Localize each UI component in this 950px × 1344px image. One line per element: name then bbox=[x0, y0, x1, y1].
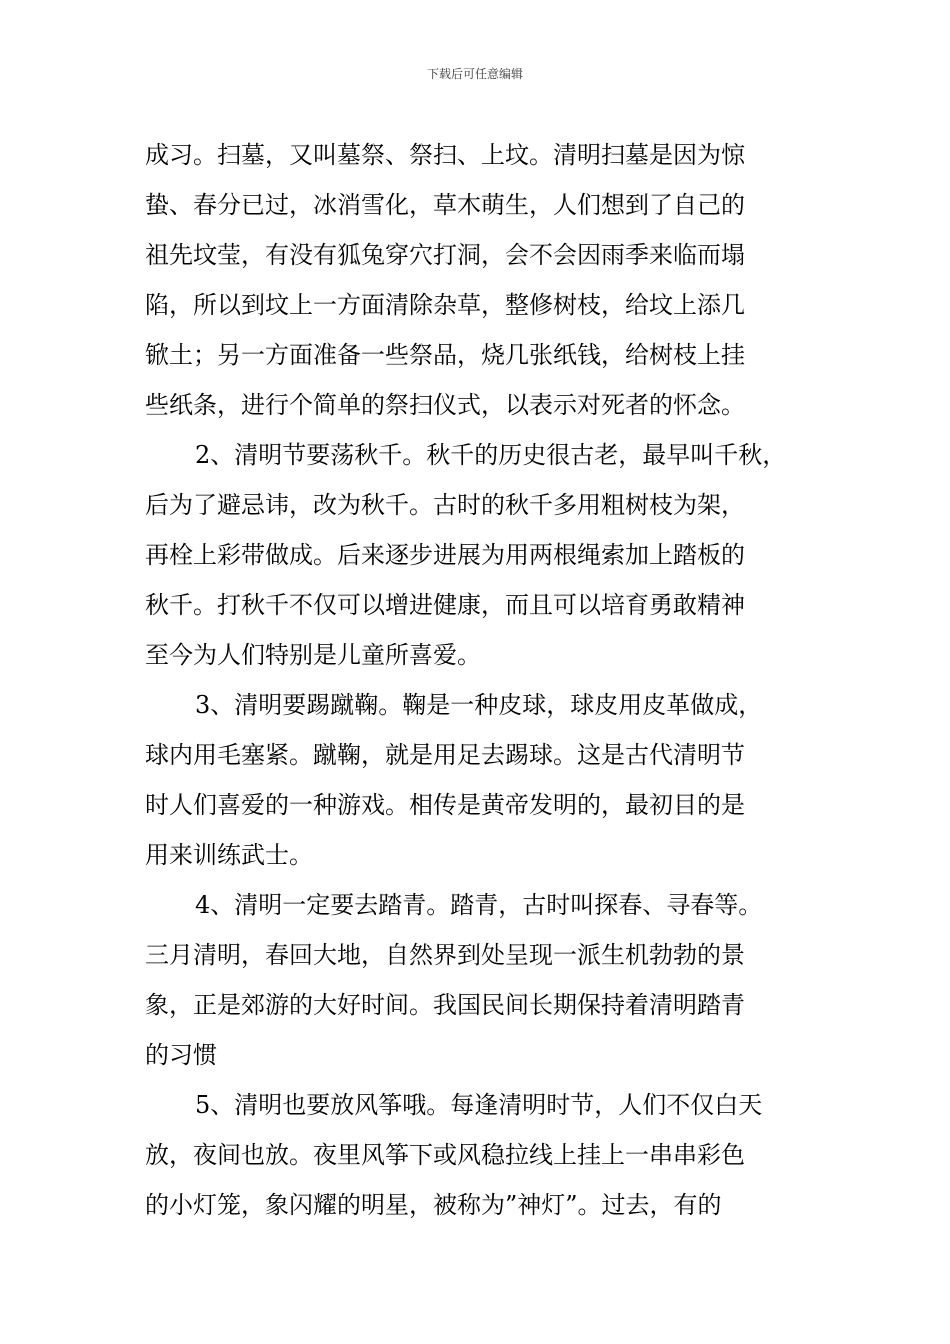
text-line: 的小灯笼，象闪耀的明星，被称为”神灯”。过去，有的 bbox=[145, 1191, 722, 1219]
text-line: 蛰、春分已过，冰消雪化，草木萌生，人们想到了自己的 bbox=[145, 191, 745, 219]
text-line: 放，夜间也放。夜里风筝下或风稳拉线上挂上一串串彩色 bbox=[145, 1141, 745, 1169]
text-line: 的习惯 bbox=[145, 1041, 217, 1069]
page-header: 下载后可任意编辑 bbox=[426, 67, 523, 81]
text-line: 象，正是郊游的大好时间。我国民间长期保持着清明踏青 bbox=[145, 991, 745, 1019]
text-line: 球内用毛塞紧。蹴鞠，就是用足去踢球。这是古代清明节 bbox=[145, 741, 745, 769]
text-line: 三月清明，春回大地，自然界到处呈现一派生机勃勃的景 bbox=[145, 941, 745, 969]
paragraph-start-line: 3、清明要踢蹴鞠。鞠是一种皮球，球皮用皮革做成， bbox=[195, 691, 763, 719]
text-line: 陷，所以到坟上一方面清除杂草，整修树枝，给坟上添几 bbox=[145, 291, 745, 319]
text-line: 时人们喜爱的一种游戏。相传是黄帝发明的，最初目的是 bbox=[145, 791, 745, 819]
text-line: 秋千。打秋千不仅可以增进健康，而且可以培育勇敢精神 bbox=[145, 591, 745, 619]
text-line: 再栓上彩带做成。后来逐步进展为用两根绳索加上踏板的 bbox=[145, 541, 745, 569]
paragraph-start-line: 2、清明节要荡秋千。秋千的历史很古老，最早叫千秋， bbox=[195, 441, 787, 469]
text-line: 成习。扫墓，又叫墓祭、祭扫、上坟。清明扫墓是因为惊 bbox=[145, 141, 745, 169]
document-body bbox=[145, 130, 825, 1230]
paragraph-start-line: 5、清明也要放风筝哦。每逢清明时节，人们不仅白天 bbox=[195, 1091, 763, 1119]
text-line: 锨土；另一方面准备一些祭品，烧几张纸钱，给树枝上挂 bbox=[145, 341, 745, 369]
text-line: 后为了避忌讳，改为秋千。古时的秋千多用粗树枝为架， bbox=[145, 491, 745, 519]
paragraph-start-line: 4、清明一定要去踏青。踏青，古时叫探春、寻春等。 bbox=[195, 891, 763, 919]
text-line: 些纸条，进行个简单的祭扫仪式，以表示对死者的怀念。 bbox=[145, 391, 745, 419]
text-line: 用来训练武士。 bbox=[145, 841, 313, 869]
text-line: 祖先坟莹，有没有狐兔穿穴打洞，会不会因雨季来临而塌 bbox=[145, 241, 745, 269]
text-line: 至今为人们特别是儿童所喜爱。 bbox=[145, 641, 481, 669]
